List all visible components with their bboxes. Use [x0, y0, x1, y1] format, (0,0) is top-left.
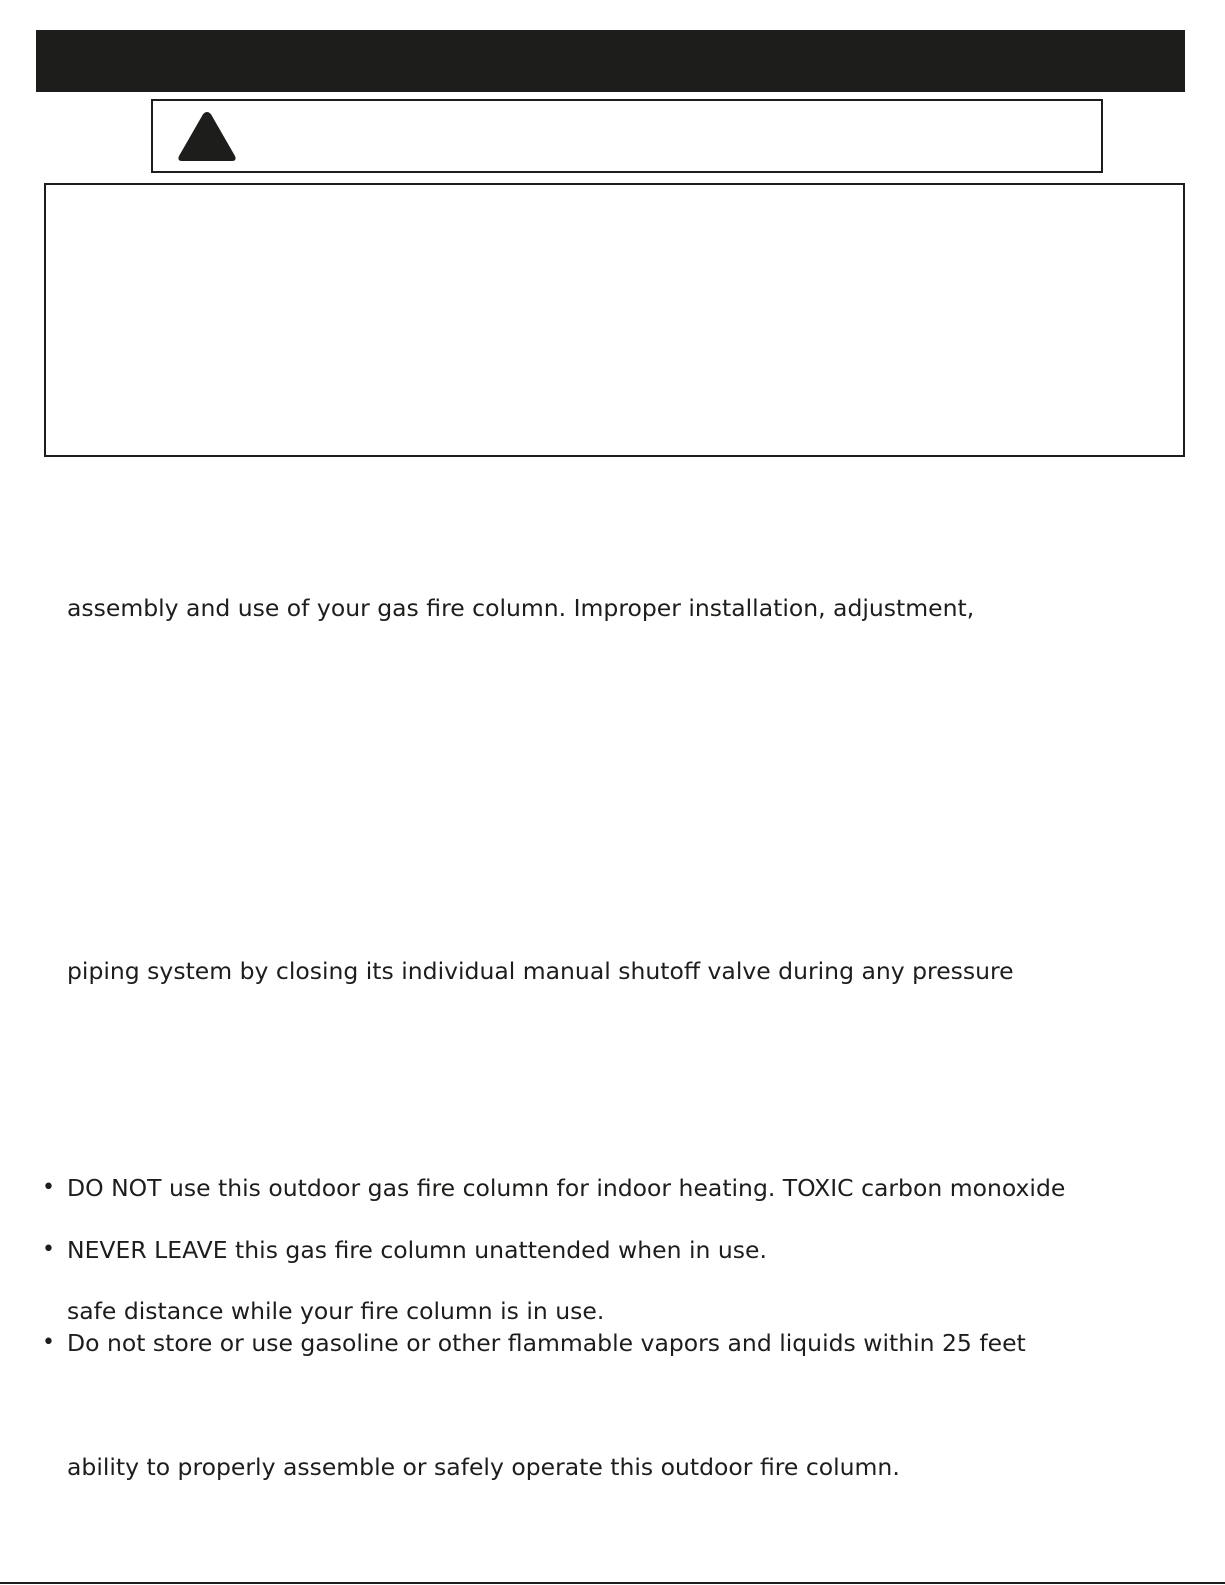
intro-line-2: piping system by closing its individual manual shutoff valve during any pressure	[67, 957, 1014, 985]
list-item-unattended-cont: safe distance while your fire column is in use.	[67, 1297, 605, 1325]
bullet-icon: •	[42, 1175, 55, 1200]
list-item-unattended: NEVER LEAVE this gas fire column unattended when in use.	[67, 1236, 767, 1264]
list-item-flammable: Do not store or use gasoline or other flammable vapors and liquids within 25 feet	[67, 1329, 1026, 1357]
intro-line-1: assembly and use of your gas fire column. Improper installation, adjustment,	[67, 594, 975, 622]
bottom-rule	[0, 1582, 1225, 1584]
bullet-icon: •	[42, 1330, 55, 1355]
bullet-icon: •	[42, 1237, 55, 1262]
warning-banner	[151, 99, 1103, 173]
notice-box	[44, 183, 1185, 457]
header-bar	[36, 30, 1185, 92]
list-item-flammable-cont: ability to properly assemble or safely operate this outdoor fire column.	[67, 1453, 900, 1481]
warning-triangle-icon	[175, 108, 239, 165]
list-item-indoor-heating: DO NOT use this outdoor gas fire column for indoor heating. TOXIC carbon monoxide	[67, 1174, 1066, 1202]
